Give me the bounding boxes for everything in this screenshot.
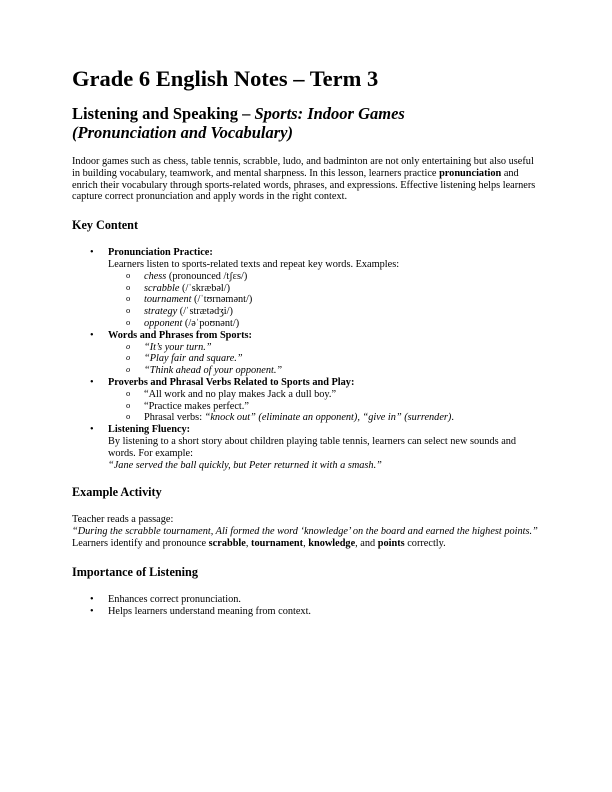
list-item: • Enhances correct pronunciation. (108, 594, 540, 606)
word: scrabble (144, 282, 180, 294)
list-item (108, 330, 540, 377)
list-item: • Helps learners understand meaning from context. (108, 606, 540, 618)
list-item (144, 306, 540, 318)
list-item (144, 412, 540, 424)
task-sep: , (303, 537, 309, 549)
pronunciation-words-list (108, 271, 540, 330)
list-item: o “All work and no play makes Jack a dull boy.” (144, 389, 540, 401)
phrasal-end: . (451, 412, 454, 424)
word: chess (144, 270, 167, 282)
list-item: o “It’s your turn.” (144, 342, 540, 354)
section-subtitle (72, 104, 540, 142)
task-start: Learners identify and pronounce (72, 537, 209, 549)
pronunciation: (/ˈstrætədʒi/) (177, 306, 233, 318)
intro-text-1: Indoor games such as chess, table tennis, scrabble, ludo, and badminton are not only entertaining but also useful in building vocabulary, teamwork, and mental sharpness. In this lesson, learners practice (72, 156, 534, 179)
page-title: Grade 6 English Notes – Term 3 (72, 66, 379, 91)
list-item (108, 377, 540, 424)
list-item (108, 424, 540, 471)
pronunciation: (/ˈskræbəl/) (179, 282, 231, 294)
intro-text-2: and enrich their vocabulary through sports-related words, phrases, and expressions. Effective listening helps learners capture correct pronunciation and apply words in the right context. (72, 167, 536, 203)
subtitle-plain: Listening and Speaking – (72, 104, 255, 123)
phrases-title: Words and Phrases from Sports: (108, 329, 252, 341)
example-activity-body (72, 514, 540, 549)
fluency-example: “Jane served the ball quickly, but Peter returned it with a smash.” (108, 459, 382, 471)
list-item: o “Think ahead of your opponent.” (144, 365, 540, 377)
task-word: points (377, 537, 405, 549)
example-activity-heading: Example Activity (72, 485, 162, 500)
task-end: correctly. (404, 537, 446, 549)
phrases-list (108, 342, 540, 377)
subtitle-italic-line2: (Pronunciation and Vocabulary) (72, 123, 293, 142)
subtitle-italic-line1: Sports: Indoor Games (254, 104, 405, 123)
pronunciation: (/ˈtʊrnəmənt/) (191, 294, 253, 306)
pronunciation-desc: Learners listen to sports-related texts and repeat key words. Examples: (108, 258, 400, 270)
list-item (108, 247, 540, 330)
word: tournament (144, 294, 192, 306)
task-word: tournament (251, 537, 304, 549)
list-item (144, 294, 540, 306)
pronunciation: (/əˈpoʊnənt/) (182, 317, 240, 329)
list-item (144, 318, 540, 330)
proverbs-list (108, 389, 540, 424)
pronunciation-title: Pronunciation Practice: (108, 247, 213, 259)
activity-passage: “During the scrabble tournament, Ali formed the word ‘knowledge’ on the board and earned the highest points.” (72, 526, 538, 538)
key-content-list (72, 247, 540, 471)
fluency-title: Listening Fluency: (108, 424, 191, 436)
task-sep: , and (355, 537, 378, 549)
proverbs-title: Proverbs and Phrasal Verbs Related to Sports and Play: (108, 376, 355, 388)
task-sep: , (245, 537, 252, 549)
word: strategy (144, 306, 178, 318)
list-item (144, 283, 540, 295)
pronunciation: (pronounced /tʃɛs/) (166, 270, 248, 282)
phrasal-examples: “knock out” (eliminate an opponent), “give in” (surrender) (204, 412, 452, 424)
list-item: o “Play fair and square.” (144, 353, 540, 365)
activity-task (72, 538, 540, 550)
importance-list (72, 594, 540, 618)
intro-paragraph (72, 156, 540, 203)
fluency-desc: By listening to a short story about children playing table tennis, learners can select new sounds and words. For example: (108, 435, 517, 459)
task-word: scrabble (208, 537, 246, 549)
phrasal-label: Phrasal verbs: (144, 412, 205, 424)
key-content-heading: Key Content (72, 218, 139, 233)
list-item (144, 271, 540, 283)
activity-intro: Teacher reads a passage: (72, 514, 174, 526)
list-item: o “Practice makes perfect.” (144, 401, 540, 413)
word: opponent (144, 317, 183, 329)
intro-bold: pronunciation (439, 167, 502, 179)
importance-heading: Importance of Listening (72, 564, 198, 579)
task-word: knowledge (308, 537, 356, 549)
